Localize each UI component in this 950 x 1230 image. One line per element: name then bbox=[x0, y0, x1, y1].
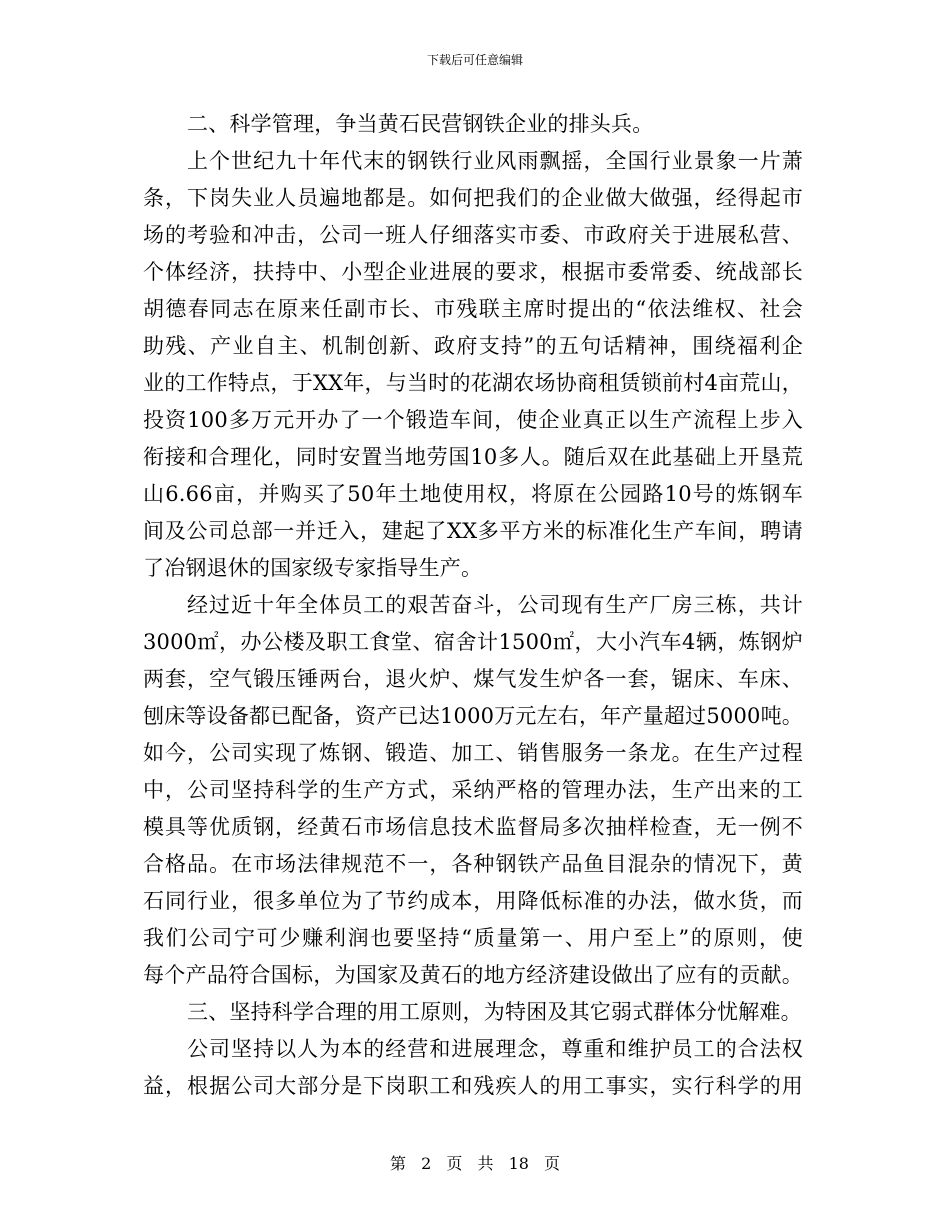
paragraph-line: 助残、产业自主、机制创新、政府支持”的五句话精神，围绕福利企 bbox=[143, 334, 803, 358]
paragraph-line: 石同行业，很多单位为了节约成本，用降低标准的办法，做水货，而 bbox=[143, 889, 803, 913]
paragraph-line: 了冶钢退休的国家级专家指导生产。 bbox=[143, 556, 483, 580]
footer-total-prefix: 共 bbox=[477, 1154, 494, 1173]
paragraph-line: 场的考验和冲击，公司一班人仔细落实市委、市政府关于进展私营、 bbox=[143, 223, 803, 247]
paragraph-line: 业的工作特点，于XX年，与当时的花湖农场协商租赁锁前村4亩荒山， bbox=[143, 371, 803, 395]
paragraph-line: 中，公司坚持科学的生产方式，采纳严格的管理办法，生产出来的工 bbox=[143, 778, 803, 802]
paragraph-line: 条，下岗失业人员遍地都是。如何把我们的企业做大做强，经得起市 bbox=[143, 186, 803, 210]
paragraph-line: 个体经济，扶持中、小型企业进展的要求，根据市委常委、统战部长 bbox=[143, 260, 803, 284]
footer-page-prefix: 第 bbox=[389, 1154, 406, 1173]
paragraph-line: 合格品。在市场法律规范不一，各种钢铁产品鱼目混杂的情况下，黄 bbox=[143, 852, 803, 876]
paragraph-line: 我们公司宁可少赚利润也要坚持“质量第一、用户至上”的原则，使 bbox=[143, 926, 803, 950]
paragraph-line: 上个世纪九十年代末的钢铁行业风雨飘摇，全国行业景象一片萧 bbox=[187, 149, 803, 173]
paragraph-line: 两套，空气锻压锤两台，退火炉、煤气发生炉各一套，锯床、车床、 bbox=[143, 667, 803, 691]
footer-current-page: 2 bbox=[421, 1154, 432, 1173]
paragraph-line: 胡德春同志在原来任副市长、市残联主席时提出的“依法维权、社会 bbox=[143, 297, 803, 321]
paragraph-line: 衔接和合理化，同时安置当地劳国10多人。随后双在此基础上开垦荒 bbox=[143, 445, 803, 469]
paragraph-line: 3000㎡，办公楼及职工食堂、宿舍计1500㎡，大小汽车4辆，炼钢炉 bbox=[143, 630, 803, 654]
paragraph-line: 经过近十年全体员工的艰苦奋斗，公司现有生产厂房三栋，共计 bbox=[187, 593, 803, 617]
paragraph-line: 刨床等设备都已配备，资产已达1000万元左右，年产量超过5000吨。 bbox=[143, 704, 803, 728]
paragraph-line: 间及公司总部一并迁入，建起了XX多平方米的标准化生产车间，聘请 bbox=[143, 519, 803, 543]
paragraph-line: 山6.66亩，并购买了50年土地使用权，将原在公园路10号的炼钢车 bbox=[143, 482, 803, 506]
paragraph-line: 如今，公司实现了炼钢、锻造、加工、销售服务一条龙。在生产过程 bbox=[143, 741, 803, 765]
paragraph-line: 公司坚持以人为本的经营和进展理念，尊重和维护员工的合法权 bbox=[187, 1037, 803, 1061]
footer-total-pages: 18 bbox=[508, 1154, 529, 1173]
page-footer bbox=[0, 1154, 950, 1174]
footer-page-label: 页 bbox=[446, 1154, 463, 1173]
paragraph-line: 模具等优质钢，经黄石市场信息技术监督局多次抽样检查，无一例不 bbox=[143, 815, 803, 839]
section-heading-2: 二、科学管理，争当黄石民营钢铁企业的排头兵。 bbox=[187, 112, 654, 136]
paragraph-line: 益，根据公司大部分是下岗职工和残疾人的用工事实，实行科学的用 bbox=[143, 1074, 803, 1098]
paragraph-line: 投资100多万元开办了一个锻造车间，使企业真正以生产流程上步入 bbox=[143, 408, 803, 432]
page-header: 下载后可任意编辑 bbox=[426, 53, 523, 67]
paragraph-line: 每个产品符合国标，为国家及黄石的地方经济建设做出了应有的贡献。 bbox=[143, 963, 803, 987]
section-heading-3: 三、坚持科学合理的用工原则，为特困及其它弱式群体分忧解难。 bbox=[187, 1000, 802, 1024]
footer-total-suffix: 页 bbox=[544, 1154, 561, 1173]
